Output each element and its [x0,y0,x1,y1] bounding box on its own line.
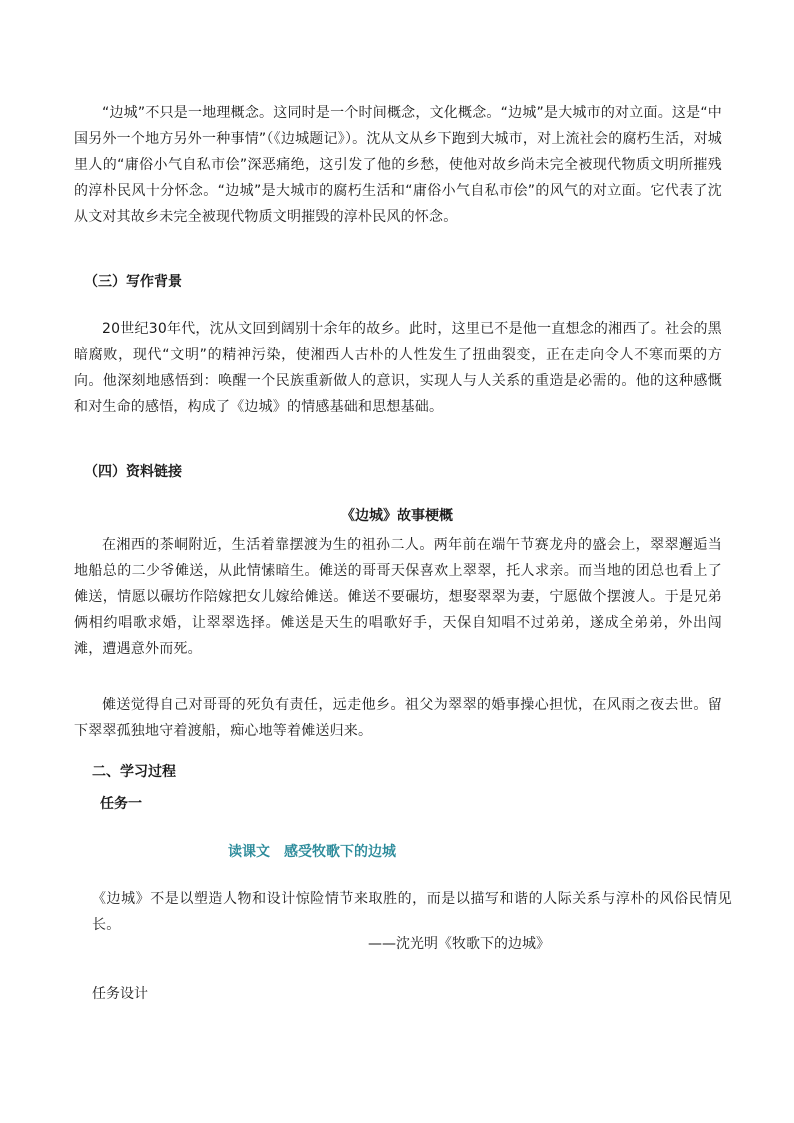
paragraph-story-summary-2: 傩送觉得自己对哥哥的死负有责任，远走他乡。祖父为翠翠的婚事操心担忧，在风雨之夜去世。留下翠翠孤独地守着渡船，痴心地等着傩送归来。 [74,697,722,739]
task-one-label: 任务一 [100,796,142,812]
story-summary-title: 《边城》故事梗概 [341,508,453,524]
paragraph-bianchen-concept: “边城”不只是一地理概念。这同时是一个时间概念，文化概念。“边城”是大城市的对立面。这是“中国另外一个地方另外一种事情”（《边城题记》）。沈从文从乡下跑到大城市，对上流社会的腐朽生活，对城里人的“庸俗小气自私市侩”深恶痛绝，这引发了他的乡愁，使他对故乡尚未完全被现代物质文明所摧残的淳朴民风十分怀念。“边城”是大城市的腐朽生活和“庸俗小气自私市侩”的风气的对立面。它代表了沈从文对其故乡未完全被现代物质文明摧毁的淳朴民风的怀念。 [74,105,722,225]
task-one-title: 读课文 感受牧歌下的边城 [228,844,396,860]
quote-text: 《边城》不是以塑造人物和设计惊险情节来取胜的，而是以描写和谐的人际关系与淳朴的风俗民情见长。 [92,891,732,933]
heading-reference-links: （四）资料链接 [84,464,182,480]
heading-writing-background: （三）写作背景 [84,274,182,290]
task-design-label: 任务设计 [92,986,148,1002]
quote-source: ——沈光明《牧歌下的边城》 [368,936,550,952]
heading-learning-process: 二、学习过程 [92,764,176,780]
paragraph-story-summary-1: 在湘西的茶峒附近，生活着靠摆渡为生的祖孙二人。两年前在端午节赛龙舟的盛会上，翠翠邂逅当地船总的二少爷傩送，从此情愫暗生。傩送的哥哥天保喜欢上翠翠，托人求亲。而当地的团总也看上了傩送，情愿以碾坊作陪嫁把女儿嫁给傩送。傩送不要碾坊，想娶翠翠为妻，宁愿做个摆渡人。于是兄弟俩相约唱歌求婚，让翠翠选择。傩送是天生的唱歌好手，天保自知唱不过弟弟，遂成全弟弟，外出闯滩，遭遇意外而死。 [74,537,722,657]
paragraph-writing-background: 20世纪30年代，沈从文回到阔别十余年的故乡。此时，这里已不是他一直想念的湘西了。社会的黑暗腐败，现代“文明”的精神污染，使湘西人古朴的人性发生了扭曲裂变，正在走向令人不寒而栗的方向。他深刻地感悟到：唤醒一个民族重新做人的意识，实现人与人关系的重造是必需的。他的这种感慨和对生命的感悟，构成了《边城》的情感基础和思想基础。 [74,321,722,415]
